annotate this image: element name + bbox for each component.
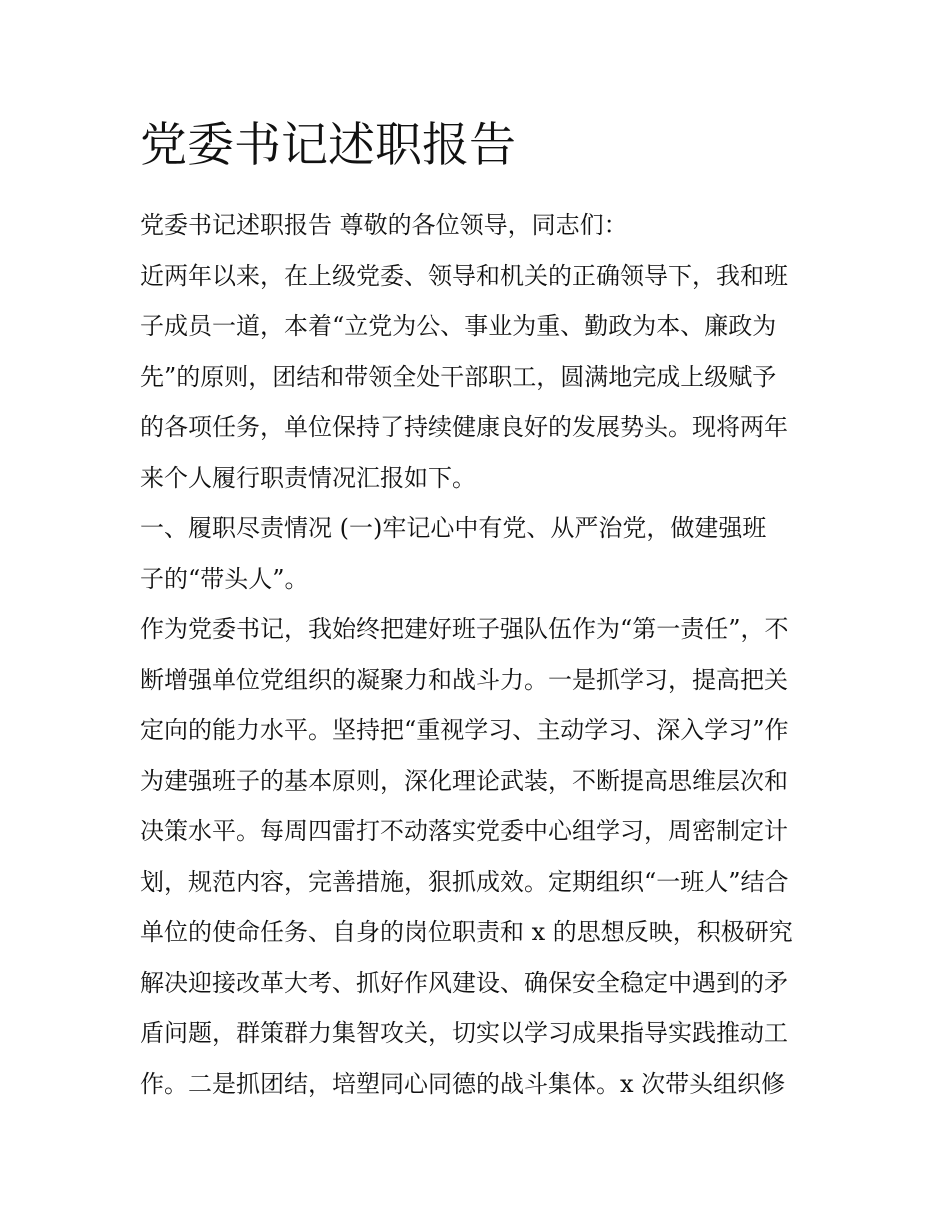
body-line: 定向的能力水平。坚持把“重视学习、主动学习、深入学习”作 [140,716,789,744]
body-line: 单位的使命任务、自身的岗位职责和 x 的思想反映，积极研究 [140,918,793,946]
body-line: 作为党委书记，我始终把建好班子强队伍作为“第一责任”，不 [140,615,789,643]
body-line: 党委书记述职报告 尊敬的各位领导，同志们： [140,211,628,239]
body-line: 的各项任务，单位保持了持续健康良好的发展势头。现将两年 [140,413,788,441]
body-line: 断增强单位党组织的凝聚力和战斗力。一是抓学习，提高把关 [140,665,788,694]
body-line: 子的“带头人”。 [140,564,309,593]
body-line: 作。二是抓团结，培塑同心同德的战斗集体。x 次带头组织修 [140,1069,786,1098]
body-line: 决策水平。每周四雷打不动落实党委中心组学习，周密制定计 [140,817,788,845]
body-line: 解决迎接改革大考、抓好作风建设、确保安全稳定中遇到的矛 [140,968,788,997]
body-line: 为建强班子的基本原则，深化理论武装，不断提高思维层次和 [140,766,788,795]
document-body [140,200,830,1109]
body-line: 一、履职尽责情况 (一)牢记心中有党、从严治党，做建强班 [140,514,767,542]
body-line: 盾问题，群策群力集智攻关，切实以学习成果指导实践推动工 [140,1019,788,1047]
body-line: 近两年以来，在上级党委、领导和机关的正确领导下，我和班 [140,261,788,290]
body-line: 先”的原则，团结和带领全处干部职工，圆满地完成上级赋予 [140,362,777,391]
body-line: 来个人履行职责情况汇报如下。 [140,463,476,492]
body-line: 划，规范内容，完善措施，狠抓成效。定期组织“一班人”结合 [140,867,789,896]
document-title: 党委书记述职报告 [140,118,516,173]
body-line: 子成员一道，本着“立党为公、事业为重、勤政为本、廉政为 [140,312,777,340]
